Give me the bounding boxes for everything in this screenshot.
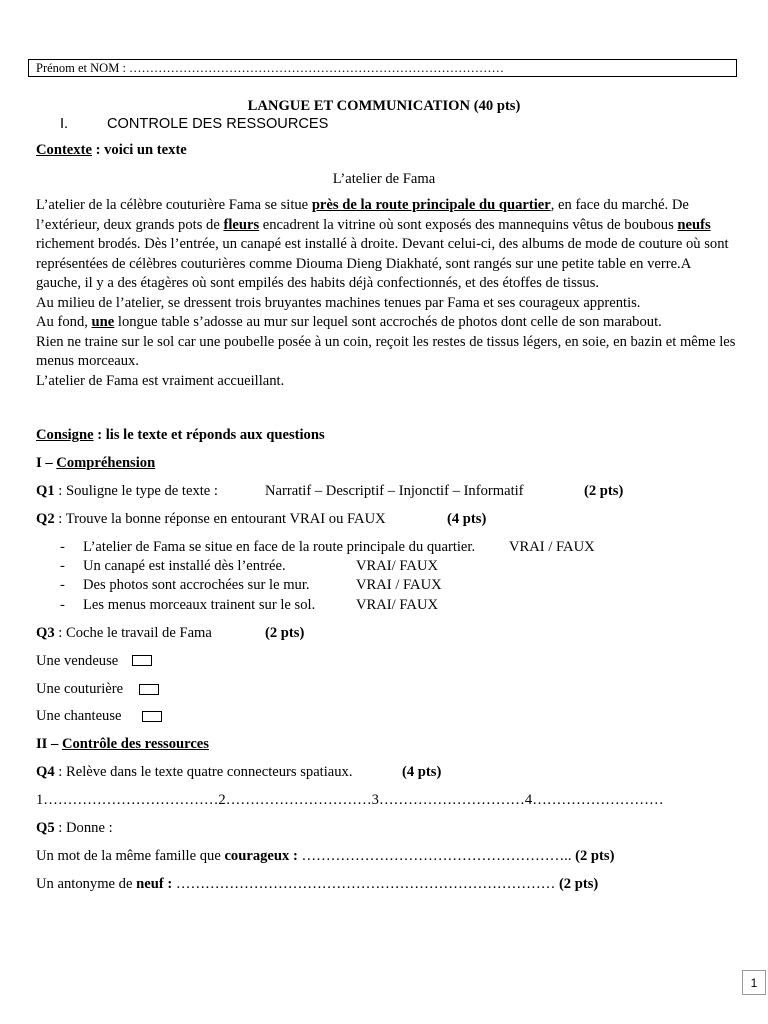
q3-number: Q3 — [36, 625, 55, 641]
section-heading — [60, 115, 329, 135]
p1-c: , en face du marché. De l’extérieur, deux grands pots de — [36, 197, 689, 233]
text-title: L’atelier de Fama — [332, 171, 436, 187]
q1-number: Q1 — [36, 483, 55, 499]
context-label: Contexte — [36, 142, 92, 158]
q1-line — [36, 482, 218, 502]
vrai-faux-choice[interactable]: VRAI/ FAUX — [356, 558, 439, 574]
q1-points: (2 pts) — [584, 483, 624, 499]
q5-line2[interactable] — [36, 875, 598, 895]
q5-line2-text: Un antonyme de — [36, 876, 137, 892]
paragraph-5: L’atelier de Fama est vraiment accueillant. — [36, 372, 285, 389]
list-dash: - — [60, 558, 65, 574]
q4-points: (4 pts) — [402, 764, 442, 780]
part2-label: Contrôle des ressources — [61, 736, 209, 752]
q5-line1[interactable] — [36, 847, 614, 867]
context-rest: : voici un texte — [91, 142, 187, 158]
paragraph-3 — [36, 313, 736, 333]
name-field[interactable] — [28, 59, 737, 77]
p1-location: près de la route principale du quartier — [311, 197, 551, 213]
checkbox-chanteuse[interactable] — [142, 711, 162, 722]
q5-line1-text: Un mot de la même famille que — [36, 848, 225, 864]
checkbox-vendeuse[interactable] — [132, 655, 152, 666]
q5-number: Q5 — [36, 820, 55, 836]
list-dash: - — [60, 539, 65, 555]
p3-une: une — [91, 314, 115, 330]
paragraph-4: Rien ne traine sur le sol car une poubelle posée à un coin, reçoit les restes de tissus légers, en soie, en bazin et même les menus morceaux. — [36, 333, 736, 369]
p3-c: longue table s’adosse au mur sur lequel sont accrochés de photos dont celle de son marabout. — [114, 314, 662, 330]
part1-heading — [36, 454, 155, 474]
vrai-faux-choice[interactable]: VRAI / FAUX — [509, 539, 595, 555]
paragraph-1 — [36, 196, 736, 294]
q5-line2-blank[interactable]: …………………………………………………………………… — [172, 876, 559, 892]
part1-label: Compréhension — [56, 455, 156, 471]
statement-text: Les menus morceaux trainent sur le sol. — [83, 597, 316, 613]
q4-answer-blanks[interactable]: 1………………………………2…………………………3…………………………4……………………… — [36, 792, 664, 808]
option-vendeuse-label: Une vendeuse — [36, 653, 119, 669]
q5-word-neuf: neuf : — [136, 876, 173, 892]
list-dash: - — [60, 577, 65, 593]
context-line — [36, 141, 187, 161]
option-couturiere-label: Une couturière — [36, 681, 124, 697]
page-title: LANGUE ET COMMUNICATION (40 pts) — [247, 98, 521, 114]
consigne-label: Consigne — [36, 427, 94, 443]
list-dash: - — [60, 597, 65, 613]
checkbox-couturiere[interactable] — [139, 684, 159, 695]
q4-text: : Relève dans le texte quatre connecteurs spatiaux. — [54, 764, 353, 780]
q3-line — [36, 624, 212, 644]
consigne-line — [36, 426, 325, 446]
q2-line — [36, 510, 386, 530]
q5-line1-blank[interactable]: ……………………………………………….. — [297, 848, 576, 864]
p1-e: encadrent la vitrine où sont exposés des mannequins vêtus de boubous — [259, 216, 678, 233]
section-number: I. — [60, 116, 69, 132]
page-number: 1 — [742, 970, 766, 995]
consigne-rest: : lis le texte et réponds aux questions — [93, 427, 325, 443]
section-label: CONTROLE DES RESSOURCES — [107, 116, 329, 132]
p1-a: L’atelier de la célèbre couturière Fama se situe — [36, 197, 312, 213]
q2-points: (4 pts) — [447, 511, 487, 527]
q2-number: Q2 — [36, 511, 55, 527]
part2-heading — [36, 735, 209, 755]
p1-fleurs: fleurs — [223, 216, 260, 233]
p1-g: richement brodés. Dès l’entrée, un canapé est installé à droite. Devant celui-ci, des albums de mode de couture où sont représentées de célèbres couturières comme Diouma Dieng Diakhaté, sont rangés sur une petite table en verre.A gauche, il y a des étagères où sont empilés des habits déjà confectionnés, et des étoffes de tissus. — [36, 236, 729, 291]
vrai-faux-choice[interactable]: VRAI / FAUX — [356, 577, 442, 593]
q5-line — [36, 819, 113, 839]
p1-neufs: neufs — [677, 216, 711, 233]
statement-text: Un canapé est installé dès l’entrée. — [83, 558, 286, 574]
vrai-faux-choice[interactable]: VRAI/ FAUX — [356, 597, 439, 613]
q5-text: : Donne : — [54, 820, 113, 836]
paragraph-2: Au milieu de l’atelier, se dressent trois bruyantes machines tenues par Fama et ses courageux apprentis. — [36, 294, 641, 311]
q5-word-courageux: courageux : — [224, 848, 298, 864]
q3-points: (2 pts) — [265, 625, 305, 641]
q3-text: : Coche le travail de Fama — [54, 625, 212, 641]
name-label: Prénom et NOM : ……………………………………………………………………………… — [36, 61, 505, 75]
p3-a: Au fond, — [36, 314, 92, 330]
q4-line — [36, 763, 353, 783]
q2-text: : Trouve la bonne réponse en entourant VRAI ou FAUX — [54, 511, 386, 527]
q1-text: : Souligne le type de texte : — [54, 483, 218, 499]
statement-text: Des photos sont accrochées sur le mur. — [83, 577, 310, 593]
statement-text: L’atelier de Fama se situe en face de la route principale du quartier. — [83, 539, 476, 555]
part1-prefix: I – — [36, 455, 57, 471]
part2-prefix: II – — [36, 736, 62, 752]
q4-number: Q4 — [36, 764, 55, 780]
option-chanteuse-label: Une chanteuse — [36, 708, 122, 724]
q1-options[interactable]: Narratif – Descriptif – Injonctif – Informatif — [265, 483, 524, 499]
reading-text — [36, 196, 736, 391]
q5-line1-points: (2 pts) — [575, 848, 615, 864]
q5-line2-points: (2 pts) — [558, 876, 599, 892]
